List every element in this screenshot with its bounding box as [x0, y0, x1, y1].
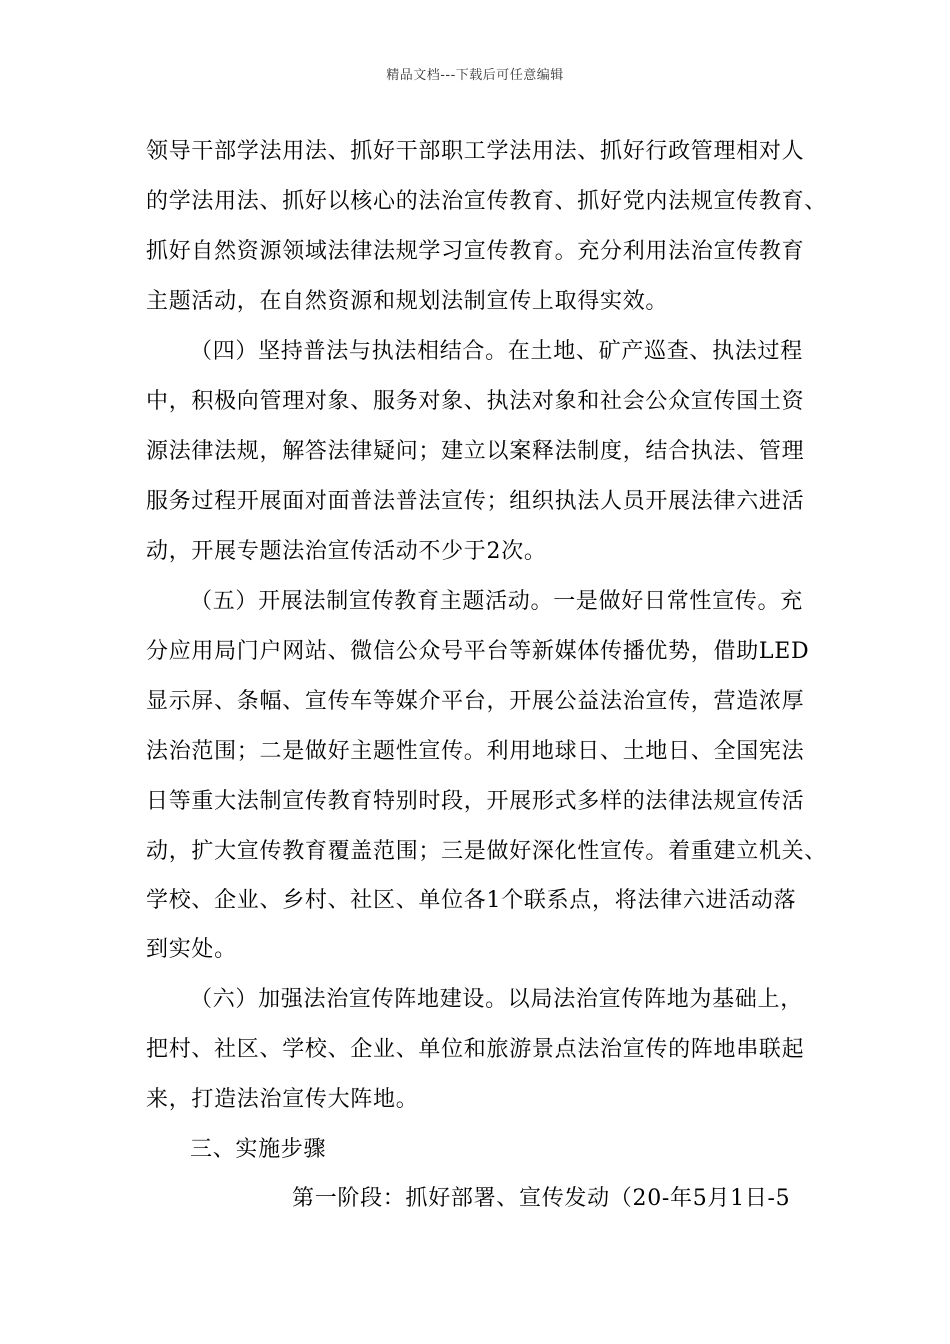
text-line: 到实处。: [146, 937, 237, 962]
text-line: 抓好自然资源领域法律法规学习宣传教育。充分利用法治宣传教育: [146, 239, 805, 264]
text-line: 动，开展专题法治宣传活动不少于2次。: [146, 539, 547, 564]
text-line: 中，积极向管理对象、服务对象、执法对象和社会公众宣传国土资: [146, 389, 805, 414]
text-line: 源法律法规，解答法律疑问；建立以案释法制度，结合执法、管理: [146, 439, 805, 464]
text-line: 动，扩大宣传教育覆盖范围；三是做好深化性宣传。着重建立机关、: [146, 839, 828, 864]
text-line: 主题活动，在自然资源和规划法制宣传上取得实效。: [146, 289, 669, 314]
text-line: 日等重大法制宣传教育特别时段，开展形式多样的法律法规宣传活: [146, 789, 805, 814]
paragraph-five-first-line: （五）开展法制宣传教育主题活动。一是做好日常性宣传。充: [190, 589, 803, 614]
stage-one-line: 第一阶段：抓好部署、宣传发动（20-年5月1日-5: [292, 1186, 791, 1211]
text-line: 的学法用法、抓好以核心的法治宣传教育、抓好党内法规宣传教育、: [146, 189, 828, 214]
paragraph-four-first-line: （四）坚持普法与执法相结合。在土地、矿产巡查、执法过程: [190, 339, 803, 364]
text-line: 领导干部学法用法、抓好干部职工学法用法、抓好行政管理相对人: [146, 139, 805, 164]
text-line: 显示屏、条幅、宣传车等媒介平台，开展公益法治宣传，营造浓厚: [146, 689, 805, 714]
text-line: 分应用局门户网站、微信公众号平台等新媒体传播优势，借助LED: [146, 639, 810, 664]
text-line: 学校、企业、乡村、社区、单位各1个联系点，将法律六进活动落: [146, 888, 797, 913]
section-heading-implementation-steps: 三、实施步骤: [190, 1137, 327, 1162]
page-header: 精品文档---下载后可任意编辑: [386, 68, 564, 83]
paragraph-six-first-line: （六）加强法治宣传阵地建设。以局法治宣传阵地为基础上，: [190, 987, 803, 1012]
text-line: 把村、社区、学校、企业、单位和旅游景点法治宣传的阵地串联起: [146, 1037, 805, 1062]
text-line: 来，打造法治宣传大阵地。: [146, 1087, 419, 1112]
text-line: 法治范围；二是做好主题性宣传。利用地球日、土地日、全国宪法: [146, 739, 805, 764]
text-line: 服务过程开展面对面普法普法宣传；组织执法人员开展法律六进活: [146, 489, 805, 514]
